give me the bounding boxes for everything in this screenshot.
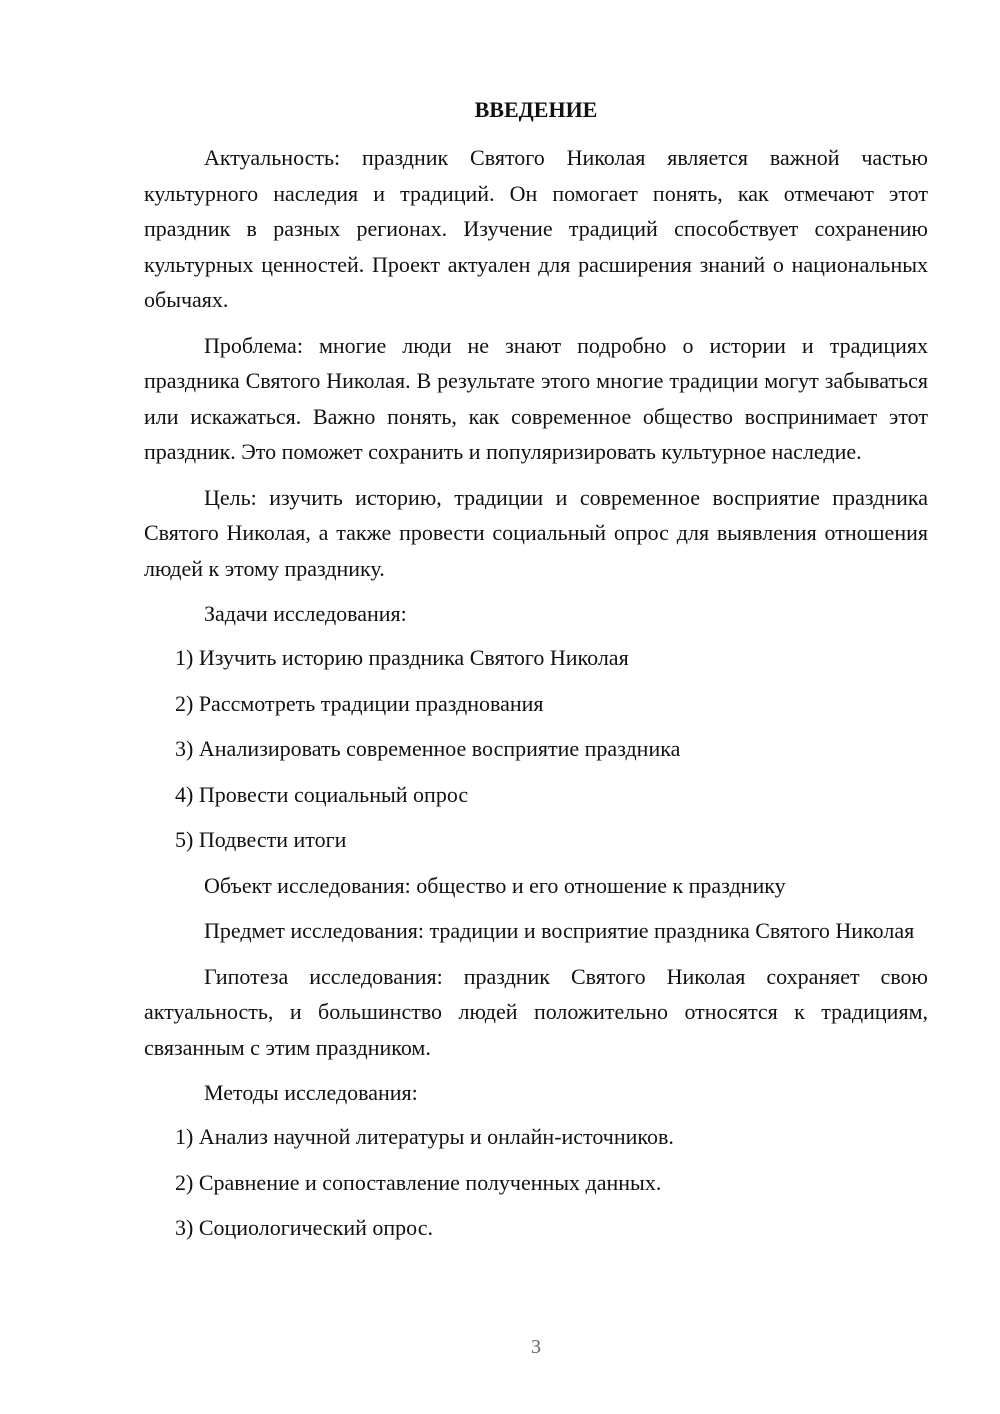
object-paragraph: Объект исследования: общество и его отношение к празднику — [204, 872, 786, 898]
task-item: 4) Провести социальный опрос — [175, 781, 469, 807]
tasks-list — [144, 640, 928, 868]
methods-label: Методы исследования: — [204, 1080, 418, 1105]
task-item: 5) Подвести итоги — [175, 827, 347, 852]
problem-paragraph: Проблема: многие люди не знают подробно о истории и традициях праздника Святого Николая. В результате этого многие традиции могут забываться или искажаться. Важно понять, как современное общество воспринимает этот праздник. Это поможет сохранить и популяризировать культурное наследие. — [144, 332, 928, 464]
task-item: 2) Рассмотреть традиции празднования — [175, 690, 544, 716]
method-item: 2) Сравнение и сопоставление полученных данных. — [175, 1169, 662, 1195]
subject-paragraph: Предмет исследования: традиции и восприятие праздника Святого Николая — [204, 918, 915, 943]
methods-list — [144, 1119, 928, 1256]
task-item: 1) Изучить историю праздника Святого Николая — [175, 645, 629, 670]
document-body — [144, 94, 928, 1256]
relevance-paragraph: Актуальность: праздник Святого Николая является важной частью культурного наследия и традиций. Он помогает понять, как отмечают этот праздник в разных регионах. Изучение традиций способствует сохранению культурных ценностей. Проект актуален для расширения знаний о национальных обычаях. — [144, 145, 928, 312]
task-item: 3) Анализировать современное восприятие праздника — [175, 736, 681, 761]
tasks-label: Задачи исследования: — [204, 601, 407, 626]
hypothesis-paragraph: Гипотеза исследования: праздник Святого Николая сохраняет свою актуальность, и большинство людей положительно относятся к традициям, связанным с этим праздником. — [144, 963, 928, 1060]
method-item: 1) Анализ научной литературы и онлайн-источников. — [175, 1124, 674, 1149]
page-number: 3 — [531, 1336, 541, 1358]
method-item: 3) Социологический опрос. — [175, 1215, 433, 1240]
goal-paragraph: Цель: изучить историю, традиции и современное восприятие праздника Святого Николая, а также провести социальный опрос для выявления отношения людей к этому празднику. — [144, 484, 928, 581]
section-title: ВВЕДЕНИЕ — [474, 97, 598, 122]
